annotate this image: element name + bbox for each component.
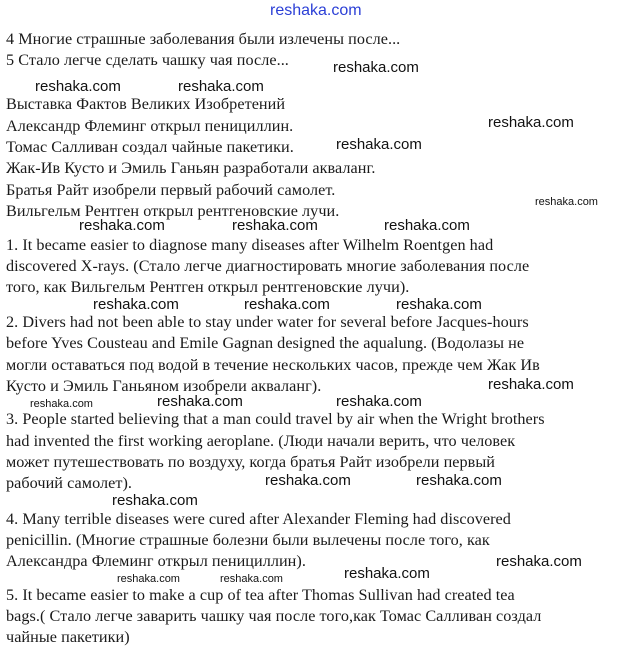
watermark: reshaka.com <box>488 114 574 131</box>
text-line: Александра Флеминг открыл пенициллин). <box>6 552 306 570</box>
text-line: могли оставаться под водой в течение нескольких часов, прежде чем Жак Ив <box>6 356 540 374</box>
watermark: reshaka.com <box>35 78 121 95</box>
watermark: reshaka.com <box>344 565 430 582</box>
watermark: reshaka.com <box>79 217 165 234</box>
watermark: reshaka.com <box>244 296 330 313</box>
text-line: had invented the first working aeroplane. (Люди начали верить, что человек <box>6 432 516 450</box>
text-line: penicillin. (Многие страшные болезни были вылечены после того, как <box>6 531 490 549</box>
watermark: reshaka.com <box>488 376 574 393</box>
text-line: before Yves Cousteau and Emile Gagnan designed the aqualung. (Водолазы не <box>6 334 525 352</box>
text-line: Вильгельм Рентген открыл рентгеновские лучи. <box>6 202 340 220</box>
text-line: Жак-Ив Кусто и Эмиль Ганьян разработали акваланг. <box>6 159 376 177</box>
text-line: 5 Стало легче сделать чашку чая после... <box>6 51 289 69</box>
watermark: reshaka.com <box>416 472 502 489</box>
watermark: reshaka.com <box>112 492 198 509</box>
watermark: reshaka.com <box>232 217 318 234</box>
text-line: рабочий самолет). <box>6 474 133 492</box>
text-line: чайные пакетики) <box>6 628 130 646</box>
watermark: reshaka.com <box>93 296 179 313</box>
text-line: 1. It became easier to diagnose many diseases after Wilhelm Roentgen had <box>6 236 494 254</box>
text-line: Кусто и Эмиль Ганьяном изобрели акваланг). <box>6 377 322 395</box>
watermark: reshaka.com <box>396 296 482 313</box>
text-line: Выставка Фактов Великих Изобретений <box>6 95 286 113</box>
text-line: Томас Салливан создал чайные пакетики. <box>6 138 294 156</box>
watermark: reshaka.com <box>178 78 264 95</box>
text-line: того, как Вильгельм Рентген открыл рентгеновские лучи). <box>6 278 410 296</box>
watermark: reshaka.com <box>496 553 582 570</box>
watermark: reshaka.com <box>157 393 243 410</box>
watermark: reshaka.com <box>117 573 180 585</box>
text-line: 4. Many terrible diseases were cured after Alexander Fleming had discovered <box>6 510 511 528</box>
watermark: reshaka.com <box>265 472 351 489</box>
text-line: bags.( Стало легче заварить чашку чая после того,как Томас Салливан создал <box>6 607 542 625</box>
watermark: reshaka.com <box>30 398 93 410</box>
watermark: reshaka.com <box>384 217 470 234</box>
watermark: reshaka.com <box>535 196 598 208</box>
text-line: Александр Флеминг открыл пенициллин. <box>6 117 294 135</box>
watermark: reshaka.com <box>220 573 283 585</box>
text-line: Братья Райт изобрели первый рабочий самолет. <box>6 181 336 199</box>
watermark: reshaka.com <box>336 136 422 153</box>
text-line: 3. People started believing that a man could travel by air when the Wright brothers <box>6 410 545 428</box>
text-line: 2. Divers had not been able to stay under water for several before Jacques-hours <box>6 313 529 331</box>
watermark: reshaka.com <box>333 59 419 76</box>
text-line: 5. It became easier to make a cup of tea after Thomas Sullivan had created tea <box>6 586 515 604</box>
text-line: 4 Многие страшные заболевания были излечены после... <box>6 30 401 48</box>
watermark: reshaka.com <box>336 393 422 410</box>
text-line: может путешествовать по воздуху, когда братья Райт изобрели первый <box>6 453 495 471</box>
watermark-top: reshaka.com <box>270 2 362 19</box>
text-line: discovered X-rays. (Стало легче диагностировать многие заболевания после <box>6 257 530 275</box>
